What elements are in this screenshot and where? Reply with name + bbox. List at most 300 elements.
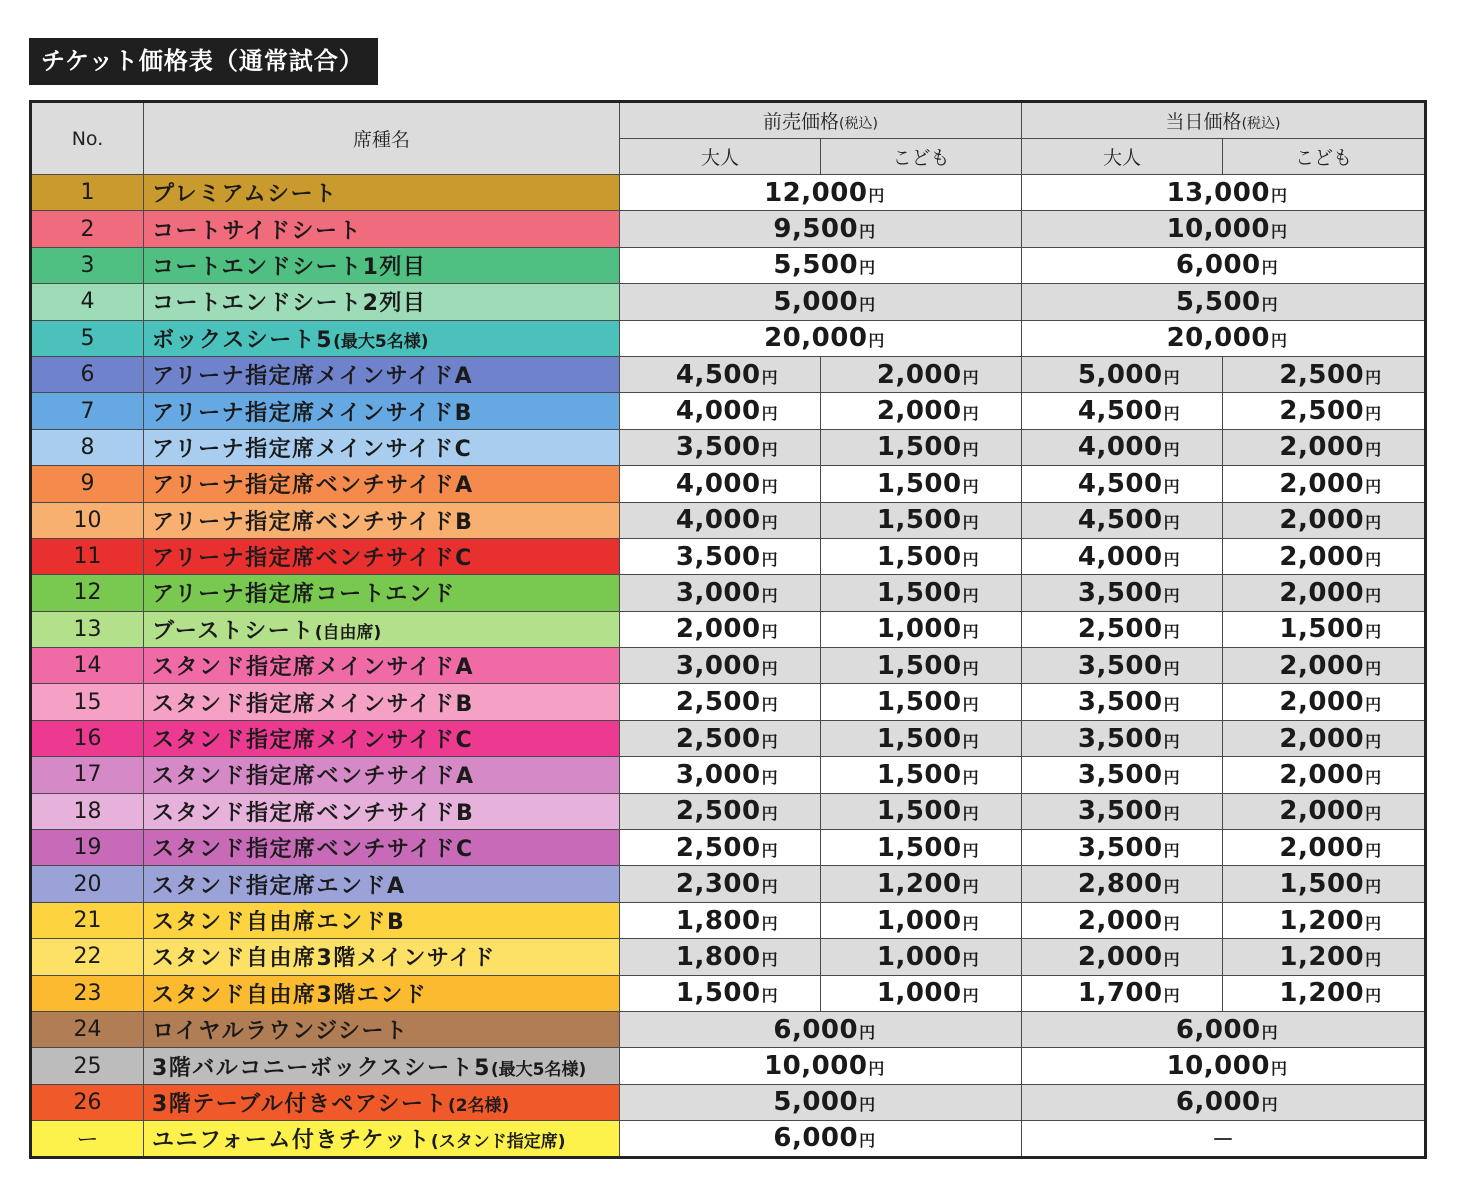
seat-name-label: スタンド指定席ベンチサイドA xyxy=(152,764,475,790)
yen-unit: 円 xyxy=(962,440,980,460)
header-advance-adult: 大人 xyxy=(620,139,821,175)
price-value: 2,000 xyxy=(1279,723,1365,754)
price-value: 2,000 xyxy=(1077,905,1163,936)
seat-name xyxy=(144,866,620,902)
seat-name xyxy=(144,538,620,574)
yen-unit: 円 xyxy=(1163,840,1181,860)
table-row xyxy=(31,538,1426,574)
advance-adult-price xyxy=(620,902,821,938)
seat-name-label: スタンド指定席エンドA xyxy=(152,873,406,899)
yen-unit: 円 xyxy=(859,1022,876,1042)
table-row xyxy=(31,648,1426,684)
seat-name-label: スタンド指定席ベンチサイドB xyxy=(152,800,475,826)
advance-child-price xyxy=(821,866,1022,902)
advance-price xyxy=(620,211,1022,247)
seat-name xyxy=(144,1048,620,1084)
yen-unit: 円 xyxy=(761,913,779,933)
price-value: 4,500 xyxy=(1077,505,1163,536)
seat-name-label: スタンド指定席メインサイドC xyxy=(152,728,474,754)
price-value: 1,500 xyxy=(876,432,962,463)
yen-unit: 円 xyxy=(1365,585,1382,605)
seat-number: 1 xyxy=(31,175,144,211)
seat-name-label: コートサイドシート xyxy=(152,218,362,244)
sameday-adult-price xyxy=(1022,757,1223,793)
yen-unit: 円 xyxy=(1163,585,1181,605)
yen-unit: 円 xyxy=(1270,331,1288,351)
sameday-child-price xyxy=(1223,575,1426,611)
seat-number: 12 xyxy=(31,575,144,611)
yen-unit: 円 xyxy=(962,476,980,496)
sameday-price xyxy=(1022,175,1426,211)
price-value: 4,000 xyxy=(675,396,761,427)
sameday-child-price xyxy=(1223,502,1426,538)
price-value: 1,500 xyxy=(876,577,962,608)
yen-unit: 円 xyxy=(962,877,980,897)
yen-unit: 円 xyxy=(1365,949,1382,969)
price-value: 3,500 xyxy=(675,541,761,572)
yen-unit: 円 xyxy=(1365,622,1382,642)
price-value: 2,500 xyxy=(1077,614,1163,645)
yen-unit: 円 xyxy=(962,731,980,751)
advance-child-price xyxy=(821,902,1022,938)
yen-unit: 円 xyxy=(962,804,980,824)
sameday-price xyxy=(1022,320,1426,356)
seat-number: 6 xyxy=(31,356,144,392)
price-value: 1,500 xyxy=(1279,614,1365,645)
price-value: 1,700 xyxy=(1077,978,1163,1009)
yen-unit: 円 xyxy=(1163,622,1181,642)
seat-name xyxy=(144,1084,620,1120)
yen-unit: 円 xyxy=(1365,404,1382,424)
yen-unit: 円 xyxy=(1270,222,1288,242)
yen-unit: 円 xyxy=(761,767,779,787)
table-row xyxy=(31,502,1426,538)
seat-name-label: ユニフォーム付きチケット xyxy=(152,1127,431,1153)
sameday-adult-price xyxy=(1022,611,1223,647)
yen-unit: 円 xyxy=(962,986,980,1006)
price-value: 3,500 xyxy=(675,432,761,463)
price-value: 2,000 xyxy=(1279,432,1365,463)
sameday-child-price xyxy=(1223,429,1426,465)
header-no: No. xyxy=(31,102,144,175)
price-table-body xyxy=(31,175,1426,1158)
seat-name-note: (スタンド指定席) xyxy=(430,1131,566,1152)
advance-child-price xyxy=(821,648,1022,684)
yen-unit: 円 xyxy=(962,840,980,860)
price-value: 3,000 xyxy=(675,577,761,608)
header-advance-price xyxy=(620,102,1022,139)
table-row xyxy=(31,466,1426,502)
sameday-adult-price xyxy=(1022,830,1223,866)
advance-child-price xyxy=(821,757,1022,793)
yen-unit: 円 xyxy=(761,549,779,569)
advance-price xyxy=(620,1084,1022,1120)
seat-name-label: スタンド指定席ベンチサイドC xyxy=(152,837,474,863)
seat-name-label: コートエンドシート2列目 xyxy=(152,291,427,317)
seat-name-label: 3階テーブル付きペアシート xyxy=(152,1091,448,1117)
yen-unit: 円 xyxy=(1365,513,1382,533)
seat-number: 3 xyxy=(31,247,144,283)
advance-price xyxy=(620,1011,1022,1047)
price-value: 4,500 xyxy=(1077,396,1163,427)
advance-child-price xyxy=(821,975,1022,1011)
sameday-child-price xyxy=(1223,538,1426,574)
seat-name-label: 3階バルコニーボックスシート5 xyxy=(152,1055,491,1081)
price-value: 10,000 xyxy=(764,1051,868,1082)
sameday-child-price xyxy=(1223,356,1426,392)
price-value: 6,000 xyxy=(1175,1087,1261,1118)
table-row xyxy=(31,902,1426,938)
seat-name xyxy=(144,684,620,720)
table-row xyxy=(31,320,1426,356)
advance-child-price xyxy=(821,466,1022,502)
price-value: 6,000 xyxy=(1175,1014,1261,1045)
table-row xyxy=(31,1084,1426,1120)
yen-unit: 円 xyxy=(962,367,980,387)
advance-adult-price xyxy=(620,538,821,574)
seat-number: 17 xyxy=(31,757,144,793)
price-value: 5,000 xyxy=(773,1087,859,1118)
price-value: 2,000 xyxy=(876,396,962,427)
advance-adult-price xyxy=(620,648,821,684)
advance-adult-price xyxy=(620,830,821,866)
price-value: 1,500 xyxy=(876,723,962,754)
sameday-child-price xyxy=(1223,466,1426,502)
price-value: 9,500 xyxy=(773,214,859,245)
advance-price xyxy=(620,284,1022,320)
header-sameday-adult: 大人 xyxy=(1022,139,1223,175)
price-value: 1,500 xyxy=(876,468,962,499)
price-value: 1,200 xyxy=(1279,905,1365,936)
advance-child-price xyxy=(821,538,1022,574)
sameday-adult-price xyxy=(1022,793,1223,829)
advance-adult-price xyxy=(620,429,821,465)
price-value: 3,500 xyxy=(1077,832,1163,863)
table-row xyxy=(31,284,1426,320)
price-value: 2,500 xyxy=(675,832,761,863)
yen-unit: 円 xyxy=(1365,840,1382,860)
yen-unit: 円 xyxy=(761,404,779,424)
price-value: 2,000 xyxy=(1279,759,1365,790)
advance-adult-price xyxy=(620,466,821,502)
price-value: 1,500 xyxy=(675,978,761,1009)
sameday-price xyxy=(1022,1011,1426,1047)
price-value: 1,200 xyxy=(876,869,962,900)
price-value: 3,500 xyxy=(1077,796,1163,827)
yen-unit: 円 xyxy=(1163,695,1181,715)
advance-adult-price xyxy=(620,611,821,647)
yen-unit: 円 xyxy=(859,294,876,314)
advance-child-price xyxy=(821,684,1022,720)
table-row xyxy=(31,393,1426,429)
table-row xyxy=(31,575,1426,611)
advance-adult-price xyxy=(620,502,821,538)
price-value: 1,500 xyxy=(876,650,962,681)
yen-unit: 円 xyxy=(761,367,779,387)
table-row xyxy=(31,720,1426,756)
seat-name-note: (2名様) xyxy=(447,1095,510,1116)
seat-name xyxy=(144,502,620,538)
price-value: 3,000 xyxy=(675,650,761,681)
sameday-child-price xyxy=(1223,793,1426,829)
sameday-adult-price xyxy=(1022,538,1223,574)
advance-child-price xyxy=(821,720,1022,756)
seat-name-label: スタンド自由席3階エンド xyxy=(152,982,428,1008)
advance-adult-price xyxy=(620,575,821,611)
advance-child-price xyxy=(821,393,1022,429)
tax-note: (税込) xyxy=(1241,116,1281,132)
sameday-adult-price xyxy=(1022,356,1223,392)
price-value: 3,500 xyxy=(1077,577,1163,608)
yen-unit: 円 xyxy=(1261,1022,1279,1042)
yen-unit: 円 xyxy=(761,731,779,751)
sameday-adult-price xyxy=(1022,466,1223,502)
sameday-price xyxy=(1022,247,1426,283)
price-value: 2,000 xyxy=(675,614,761,645)
seat-name-note: (最大5名様) xyxy=(333,331,429,352)
price-value: 4,000 xyxy=(675,505,761,536)
seat-number: 24 xyxy=(31,1011,144,1047)
advance-adult-price xyxy=(620,939,821,975)
price-value: 20,000 xyxy=(1166,323,1270,354)
advance-price xyxy=(620,320,1022,356)
yen-unit: 円 xyxy=(1270,185,1288,205)
sameday-child-price xyxy=(1223,720,1426,756)
seat-name xyxy=(144,466,620,502)
yen-unit: 円 xyxy=(859,258,876,278)
yen-unit: 円 xyxy=(1365,440,1382,460)
seat-name xyxy=(144,247,620,283)
yen-unit: 円 xyxy=(1365,476,1382,496)
table-row xyxy=(31,939,1426,975)
seat-number: 9 xyxy=(31,466,144,502)
seat-name xyxy=(144,648,620,684)
price-value: 2,500 xyxy=(675,723,761,754)
seat-number: 2 xyxy=(31,211,144,247)
seat-name xyxy=(144,393,620,429)
price-value: 2,000 xyxy=(1279,505,1365,536)
table-row xyxy=(31,830,1426,866)
sameday-price xyxy=(1022,211,1426,247)
price-value: 3,000 xyxy=(675,759,761,790)
yen-unit: 円 xyxy=(1261,258,1279,278)
seat-number: 20 xyxy=(31,866,144,902)
seat-name-label: スタンド指定席メインサイドB xyxy=(152,691,474,717)
seat-name xyxy=(144,611,620,647)
yen-unit: 円 xyxy=(1163,367,1181,387)
sameday-adult-price xyxy=(1022,902,1223,938)
seat-name xyxy=(144,429,620,465)
advance-price xyxy=(620,175,1022,211)
seat-name xyxy=(144,720,620,756)
table-row xyxy=(31,175,1426,211)
advance-child-price xyxy=(821,429,1022,465)
sameday-child-price xyxy=(1223,393,1426,429)
sameday-price: － xyxy=(1022,1121,1426,1157)
yen-unit: 円 xyxy=(761,986,779,1006)
seat-number: 22 xyxy=(31,939,144,975)
price-value: 2,000 xyxy=(1279,577,1365,608)
sameday-price xyxy=(1022,1084,1426,1120)
seat-number: 15 xyxy=(31,684,144,720)
yen-unit: 円 xyxy=(761,804,779,824)
advance-child-price xyxy=(821,793,1022,829)
yen-unit: 円 xyxy=(868,1059,885,1079)
header-seat-name: 席種名 xyxy=(144,102,620,175)
header-advance-child: こども xyxy=(821,139,1022,175)
sameday-adult-price xyxy=(1022,720,1223,756)
seat-name-label: スタンド指定席メインサイドA xyxy=(152,655,475,681)
sameday-adult-price xyxy=(1022,975,1223,1011)
yen-unit: 円 xyxy=(761,585,779,605)
yen-unit: 円 xyxy=(962,695,980,715)
yen-unit: 円 xyxy=(1365,658,1382,678)
yen-unit: 円 xyxy=(868,331,885,351)
advance-child-price xyxy=(821,575,1022,611)
yen-unit: 円 xyxy=(761,622,779,642)
seat-name-label: スタンド自由席3階メインサイド xyxy=(152,946,496,972)
yen-unit: 円 xyxy=(962,949,980,969)
seat-name-label: アリーナ指定席メインサイドA xyxy=(152,364,474,390)
sameday-adult-price xyxy=(1022,393,1223,429)
yen-unit: 円 xyxy=(1365,804,1382,824)
advance-adult-price xyxy=(620,720,821,756)
yen-unit: 円 xyxy=(1270,1059,1288,1079)
price-value: 2,000 xyxy=(1279,650,1365,681)
table-row xyxy=(31,611,1426,647)
yen-unit: 円 xyxy=(1163,804,1181,824)
seat-name xyxy=(144,830,620,866)
seat-number: 25 xyxy=(31,1048,144,1084)
yen-unit: 円 xyxy=(962,913,980,933)
yen-unit: 円 xyxy=(868,185,885,205)
seat-number: 11 xyxy=(31,538,144,574)
price-value: 1,800 xyxy=(675,941,761,972)
header-sameday-label: 当日価格 xyxy=(1165,111,1242,133)
seat-name xyxy=(144,757,620,793)
price-value: 10,000 xyxy=(1166,1051,1270,1082)
advance-adult-price xyxy=(620,793,821,829)
price-value: 2,500 xyxy=(675,687,761,718)
yen-unit: 円 xyxy=(1365,549,1382,569)
advance-price xyxy=(620,247,1022,283)
yen-unit: 円 xyxy=(1365,913,1382,933)
yen-unit: 円 xyxy=(1365,695,1382,715)
price-value: 1,000 xyxy=(876,941,962,972)
sameday-child-price xyxy=(1223,939,1426,975)
seat-name-label: ロイヤルラウンジシート xyxy=(152,1019,409,1045)
price-value: 4,000 xyxy=(1077,541,1163,572)
price-value: 13,000 xyxy=(1166,177,1270,208)
advance-child-price xyxy=(821,830,1022,866)
price-value: 1,500 xyxy=(876,541,962,572)
yen-unit: 円 xyxy=(761,513,779,533)
seat-number: 18 xyxy=(31,793,144,829)
advance-adult-price xyxy=(620,866,821,902)
yen-unit: 円 xyxy=(761,877,779,897)
yen-unit: 円 xyxy=(962,622,980,642)
price-value: 1,000 xyxy=(876,905,962,936)
seat-number: 5 xyxy=(31,320,144,356)
yen-unit: 円 xyxy=(962,513,980,533)
price-value: 2,800 xyxy=(1077,869,1163,900)
seat-name xyxy=(144,1011,620,1047)
price-value: 12,000 xyxy=(764,177,868,208)
table-row xyxy=(31,866,1426,902)
yen-unit: 円 xyxy=(1163,513,1181,533)
price-value: 4,500 xyxy=(1077,468,1163,499)
table-row xyxy=(31,247,1426,283)
yen-unit: 円 xyxy=(761,949,779,969)
price-value: 2,000 xyxy=(1279,687,1365,718)
yen-unit: 円 xyxy=(1365,986,1382,1006)
seat-number: 23 xyxy=(31,975,144,1011)
price-value: 3,500 xyxy=(1077,759,1163,790)
yen-unit: 円 xyxy=(761,440,779,460)
yen-unit: 円 xyxy=(962,658,980,678)
yen-unit: 円 xyxy=(1261,1095,1279,1115)
price-value: 2,500 xyxy=(1279,359,1365,390)
price-value: 20,000 xyxy=(764,323,868,354)
page-title: チケット価格表（通常試合） xyxy=(29,38,378,85)
price-value: 4,000 xyxy=(675,468,761,499)
sameday-child-price xyxy=(1223,648,1426,684)
price-value: 2,000 xyxy=(1279,796,1365,827)
table-row xyxy=(31,1121,1426,1157)
seat-name-label: スタンド自由席エンドB xyxy=(152,910,406,935)
seat-name xyxy=(144,356,620,392)
header-sameday-price xyxy=(1022,102,1426,139)
seat-name xyxy=(144,1121,620,1157)
table-row xyxy=(31,757,1426,793)
sameday-adult-price xyxy=(1022,866,1223,902)
yen-unit: 円 xyxy=(859,222,876,242)
price-value: 4,000 xyxy=(1077,432,1163,463)
seat-number: ー xyxy=(31,1121,144,1157)
table-row xyxy=(31,211,1426,247)
price-value: 1,800 xyxy=(675,905,761,936)
table-row xyxy=(31,975,1426,1011)
tax-note: (税込) xyxy=(839,116,878,132)
table-row xyxy=(31,793,1426,829)
price-value: 5,500 xyxy=(773,250,859,281)
table-row xyxy=(31,684,1426,720)
yen-unit: 円 xyxy=(1163,440,1181,460)
price-value: 6,000 xyxy=(1175,250,1261,281)
price-value: 3,500 xyxy=(1077,650,1163,681)
seat-number: 7 xyxy=(31,393,144,429)
price-value: 2,000 xyxy=(1279,832,1365,863)
sameday-child-price xyxy=(1223,757,1426,793)
seat-number: 8 xyxy=(31,429,144,465)
seat-name-label: コートエンドシート1列目 xyxy=(152,254,427,280)
advance-child-price xyxy=(821,356,1022,392)
yen-unit: 円 xyxy=(1365,731,1382,751)
sameday-child-price xyxy=(1223,684,1426,720)
seat-name xyxy=(144,211,620,247)
price-value: 1,500 xyxy=(876,759,962,790)
seat-name-label: プレミアムシート xyxy=(152,182,338,208)
seat-number: 16 xyxy=(31,720,144,756)
yen-unit: 円 xyxy=(962,549,980,569)
yen-unit: 円 xyxy=(761,840,779,860)
price-value: 6,000 xyxy=(773,1014,859,1045)
seat-number: 26 xyxy=(31,1084,144,1120)
header-advance-label: 前売価格 xyxy=(763,111,840,133)
price-value: 2,000 xyxy=(1279,541,1365,572)
seat-name xyxy=(144,175,620,211)
seat-number: 4 xyxy=(31,284,144,320)
